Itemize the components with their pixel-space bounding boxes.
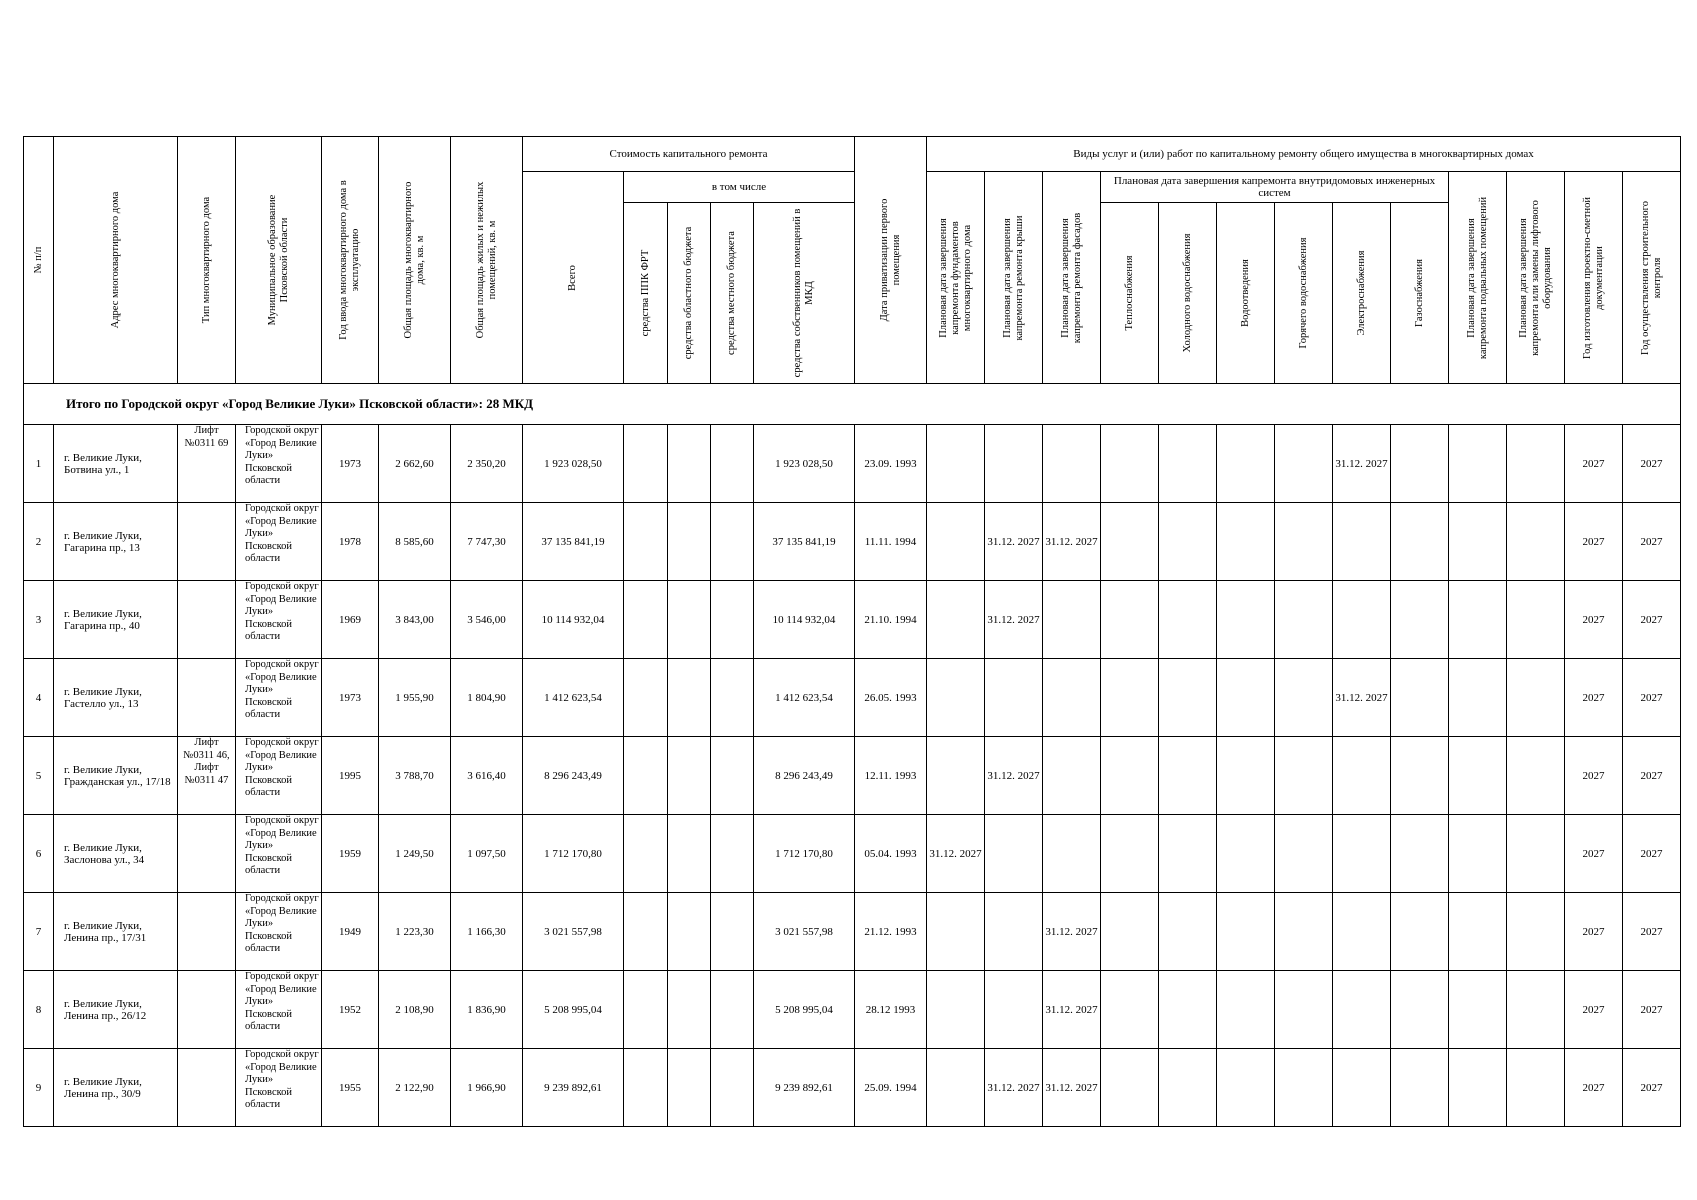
row-year-built: 1995	[322, 737, 379, 815]
row-num: 4	[24, 659, 54, 737]
row-elevator-date	[1507, 737, 1565, 815]
row-owners: 5 208 995,04	[754, 971, 855, 1049]
row-address: г. Великие Луки, Ботвина ул., 1	[54, 425, 178, 503]
row-premises-area: 1 804,90	[451, 659, 523, 737]
row-frt	[624, 815, 668, 893]
row-basement-date	[1449, 1049, 1507, 1127]
row-electric-date	[1333, 503, 1391, 581]
row-local	[711, 815, 754, 893]
table-row	[24, 581, 1681, 659]
row-local	[711, 503, 754, 581]
row-hot-water-date	[1275, 503, 1333, 581]
row-control-year: 2027	[1623, 815, 1681, 893]
row-facade-date	[1043, 815, 1101, 893]
row-facade-date	[1043, 659, 1101, 737]
header-electric: Электроснабжения	[1333, 203, 1391, 384]
row-heat-date	[1101, 425, 1159, 503]
header-municipality: Муниципальное образование Псковской области	[236, 137, 322, 384]
row-building-type: Лифт №0311 46, Лифт №0311 47	[178, 737, 236, 815]
row-roof-date: 31.12. 2027	[985, 1049, 1043, 1127]
row-control-year: 2027	[1623, 737, 1681, 815]
row-frt	[624, 581, 668, 659]
row-privatization-date: 12.11. 1993	[855, 737, 927, 815]
header-basement: Плановая дата завершения капремонта подвальных помещений	[1449, 172, 1507, 384]
row-building-type	[178, 893, 236, 971]
header-premises-area: Общая площадь жилых и нежилых помещений, кв. м	[451, 137, 523, 384]
row-electric-date	[1333, 815, 1391, 893]
row-cost-total: 3 021 557,98	[523, 893, 624, 971]
row-regional	[668, 659, 711, 737]
row-frt	[624, 971, 668, 1049]
row-facade-date: 31.12. 2027	[1043, 503, 1101, 581]
row-cold-water-date	[1159, 971, 1217, 1049]
row-drainage-date	[1217, 503, 1275, 581]
row-elevator-date	[1507, 1049, 1565, 1127]
row-elevator-date	[1507, 425, 1565, 503]
row-heat-date	[1101, 815, 1159, 893]
header-type: Тип многоквартирного дома	[178, 137, 236, 384]
row-municipality: Городской округ «Город Великие Луки» Псковской области	[236, 737, 322, 815]
row-heat-date	[1101, 659, 1159, 737]
row-design-year: 2027	[1565, 971, 1623, 1049]
row-heat-date	[1101, 971, 1159, 1049]
row-foundation-date	[927, 893, 985, 971]
row-year-built: 1973	[322, 425, 379, 503]
row-privatization-date: 25.09. 1994	[855, 1049, 927, 1127]
table-row	[24, 815, 1681, 893]
row-building-type	[178, 503, 236, 581]
row-num: 2	[24, 503, 54, 581]
header-year-built: Год ввода многоквартирного дома в эксплуатацию	[322, 137, 379, 384]
row-cold-water-date	[1159, 503, 1217, 581]
row-roof-date: 31.12. 2027	[985, 581, 1043, 659]
row-elevator-date	[1507, 503, 1565, 581]
row-roof-date	[985, 971, 1043, 1049]
row-facade-date: 31.12. 2027	[1043, 1049, 1101, 1127]
row-premises-area: 1 097,50	[451, 815, 523, 893]
capital-repair-table-page	[23, 136, 1673, 1127]
row-regional	[668, 425, 711, 503]
row-local	[711, 659, 754, 737]
row-gas-date	[1391, 425, 1449, 503]
row-cost-total: 10 114 932,04	[523, 581, 624, 659]
row-hot-water-date	[1275, 737, 1333, 815]
row-drainage-date	[1217, 815, 1275, 893]
row-facade-date	[1043, 581, 1101, 659]
row-electric-date: 31.12. 2027	[1333, 425, 1391, 503]
row-foundation-date	[927, 737, 985, 815]
row-total-area: 8 585,60	[379, 503, 451, 581]
row-municipality: Городской округ «Город Великие Луки» Псковской области	[236, 1049, 322, 1127]
row-control-year: 2027	[1623, 503, 1681, 581]
header-systems-group: Плановая дата завершения капремонта внутридомовых инженерных систем	[1101, 172, 1449, 203]
row-premises-area: 2 350,20	[451, 425, 523, 503]
row-regional	[668, 893, 711, 971]
row-basement-date	[1449, 971, 1507, 1049]
row-total-area: 3 843,00	[379, 581, 451, 659]
header-cold-water: Холодного водоснабжения	[1159, 203, 1217, 384]
row-control-year: 2027	[1623, 659, 1681, 737]
row-frt	[624, 503, 668, 581]
row-control-year: 2027	[1623, 1049, 1681, 1127]
row-frt	[624, 1049, 668, 1127]
row-gas-date	[1391, 659, 1449, 737]
row-owners: 1 712 170,80	[754, 815, 855, 893]
row-cold-water-date	[1159, 893, 1217, 971]
row-electric-date	[1333, 581, 1391, 659]
row-owners: 3 021 557,98	[754, 893, 855, 971]
row-cold-water-date	[1159, 1049, 1217, 1127]
row-local	[711, 425, 754, 503]
row-heat-date	[1101, 1049, 1159, 1127]
row-control-year: 2027	[1623, 893, 1681, 971]
header-frt: средства ППК ФРТ	[624, 203, 668, 384]
row-municipality: Городской округ «Город Великие Луки» Псковской области	[236, 503, 322, 581]
header-facade: Плановая дата завершения капремонта ремонта фасадов	[1043, 172, 1101, 384]
header-num: № п/п	[24, 137, 54, 384]
row-elevator-date	[1507, 815, 1565, 893]
header-cost-total: Всего	[523, 172, 624, 384]
table-row	[24, 425, 1681, 503]
row-heat-date	[1101, 737, 1159, 815]
row-year-built: 1952	[322, 971, 379, 1049]
header-address: Адрес многоквартирного дома	[54, 137, 178, 384]
row-privatization-date: 23.09. 1993	[855, 425, 927, 503]
row-gas-date	[1391, 815, 1449, 893]
row-heat-date	[1101, 581, 1159, 659]
row-building-type	[178, 659, 236, 737]
row-premises-area: 7 747,30	[451, 503, 523, 581]
row-facade-date: 31.12. 2027	[1043, 971, 1101, 1049]
row-drainage-date	[1217, 737, 1275, 815]
row-basement-date	[1449, 425, 1507, 503]
row-local	[711, 893, 754, 971]
row-year-built: 1969	[322, 581, 379, 659]
row-basement-date	[1449, 581, 1507, 659]
row-num: 8	[24, 971, 54, 1049]
row-facade-date	[1043, 425, 1101, 503]
row-heat-date	[1101, 893, 1159, 971]
row-control-year: 2027	[1623, 971, 1681, 1049]
row-hot-water-date	[1275, 1049, 1333, 1127]
row-num: 9	[24, 1049, 54, 1127]
header-design-docs: Год изготовления проектно-сметной документации	[1565, 172, 1623, 384]
header-privatization: Дата приватизации первого помещения	[855, 137, 927, 384]
row-gas-date	[1391, 581, 1449, 659]
row-privatization-date: 21.12. 1993	[855, 893, 927, 971]
row-hot-water-date	[1275, 971, 1333, 1049]
row-control-year: 2027	[1623, 581, 1681, 659]
row-foundation-date	[927, 425, 985, 503]
row-elevator-date	[1507, 659, 1565, 737]
row-owners: 1 412 623,54	[754, 659, 855, 737]
row-address: г. Великие Луки, Заслонова ул., 34	[54, 815, 178, 893]
row-num: 1	[24, 425, 54, 503]
row-frt	[624, 737, 668, 815]
row-design-year: 2027	[1565, 815, 1623, 893]
row-cost-total: 37 135 841,19	[523, 503, 624, 581]
row-year-built: 1978	[322, 503, 379, 581]
header-foundation: Плановая дата завершения капремонта фундаментов многоквартирного дома	[927, 172, 985, 384]
row-premises-area: 1 966,90	[451, 1049, 523, 1127]
row-total-area: 2 108,90	[379, 971, 451, 1049]
row-basement-date	[1449, 737, 1507, 815]
row-privatization-date: 05.04. 1993	[855, 815, 927, 893]
row-owners: 1 923 028,50	[754, 425, 855, 503]
row-owners: 37 135 841,19	[754, 503, 855, 581]
row-elevator-date	[1507, 893, 1565, 971]
section-title: Итого по Городской округ «Город Великие Луки» Псковской области»: 28 МКД	[24, 384, 1681, 425]
row-address: г. Великие Луки, Гастелло ул., 13	[54, 659, 178, 737]
row-electric-date	[1333, 971, 1391, 1049]
row-frt	[624, 893, 668, 971]
row-foundation-date	[927, 659, 985, 737]
header-heat: Теплоснабжения	[1101, 203, 1159, 384]
row-cost-total: 1 923 028,50	[523, 425, 624, 503]
header-cost-group: Стоимость капитального ремонта	[523, 137, 855, 172]
row-design-year: 2027	[1565, 1049, 1623, 1127]
row-hot-water-date	[1275, 893, 1333, 971]
row-year-built: 1955	[322, 1049, 379, 1127]
row-hot-water-date	[1275, 659, 1333, 737]
row-year-built: 1949	[322, 893, 379, 971]
row-hot-water-date	[1275, 815, 1333, 893]
header-roof: Плановая дата завершения капремонта ремонта крыши	[985, 172, 1043, 384]
row-design-year: 2027	[1565, 425, 1623, 503]
row-num: 6	[24, 815, 54, 893]
row-building-type	[178, 971, 236, 1049]
row-local	[711, 581, 754, 659]
row-owners: 8 296 243,49	[754, 737, 855, 815]
row-local	[711, 1049, 754, 1127]
row-privatization-date: 11.11. 1994	[855, 503, 927, 581]
row-foundation-date: 31.12. 2027	[927, 815, 985, 893]
header-drainage: Водоотведения	[1217, 203, 1275, 384]
row-roof-date	[985, 425, 1043, 503]
row-cold-water-date	[1159, 659, 1217, 737]
row-cost-total: 5 208 995,04	[523, 971, 624, 1049]
row-cold-water-date	[1159, 815, 1217, 893]
row-facade-date	[1043, 737, 1101, 815]
row-municipality: Городской округ «Город Великие Луки» Псковской области	[236, 659, 322, 737]
header-local: средства местного бюджета	[711, 203, 754, 384]
row-roof-date	[985, 893, 1043, 971]
row-foundation-date	[927, 581, 985, 659]
row-address: г. Великие Луки, Ленина пр., 30/9	[54, 1049, 178, 1127]
row-cost-total: 1 712 170,80	[523, 815, 624, 893]
row-building-type: Лифт №0311 69	[178, 425, 236, 503]
row-building-type	[178, 815, 236, 893]
row-total-area: 1 955,90	[379, 659, 451, 737]
row-basement-date	[1449, 815, 1507, 893]
row-cost-total: 1 412 623,54	[523, 659, 624, 737]
table-row	[24, 971, 1681, 1049]
capital-repair-table	[23, 136, 1681, 1127]
row-electric-date	[1333, 893, 1391, 971]
header-total-area: Общая площадь многоквартирного дома, кв. м	[379, 137, 451, 384]
row-design-year: 2027	[1565, 581, 1623, 659]
row-roof-date	[985, 659, 1043, 737]
row-building-type	[178, 1049, 236, 1127]
row-electric-date	[1333, 1049, 1391, 1127]
row-drainage-date	[1217, 425, 1275, 503]
row-owners: 9 239 892,61	[754, 1049, 855, 1127]
row-num: 5	[24, 737, 54, 815]
row-total-area: 3 788,70	[379, 737, 451, 815]
row-gas-date	[1391, 971, 1449, 1049]
table-row	[24, 893, 1681, 971]
row-building-type	[178, 581, 236, 659]
row-drainage-date	[1217, 581, 1275, 659]
row-facade-date: 31.12. 2027	[1043, 893, 1101, 971]
row-local	[711, 971, 754, 1049]
row-premises-area: 3 546,00	[451, 581, 523, 659]
header-elevator: Плановая дата завершения капремонта или замены лифтового оборудования	[1507, 172, 1565, 384]
row-gas-date	[1391, 893, 1449, 971]
row-frt	[624, 659, 668, 737]
row-regional	[668, 503, 711, 581]
row-premises-area: 1 836,90	[451, 971, 523, 1049]
row-municipality: Городской округ «Город Великие Луки» Псковской области	[236, 971, 322, 1049]
row-municipality: Городской округ «Город Великие Луки» Псковской области	[236, 425, 322, 503]
row-municipality: Городской округ «Город Великие Луки» Псковской области	[236, 581, 322, 659]
header-including: в том числе	[624, 172, 855, 203]
row-municipality: Городской округ «Город Великие Луки» Псковской области	[236, 893, 322, 971]
row-drainage-date	[1217, 1049, 1275, 1127]
row-privatization-date: 26.05. 1993	[855, 659, 927, 737]
row-year-built: 1959	[322, 815, 379, 893]
row-drainage-date	[1217, 971, 1275, 1049]
row-elevator-date	[1507, 971, 1565, 1049]
row-electric-date	[1333, 737, 1391, 815]
row-regional	[668, 581, 711, 659]
row-address: г. Великие Луки, Ленина пр., 17/31	[54, 893, 178, 971]
row-cost-total: 9 239 892,61	[523, 1049, 624, 1127]
row-basement-date	[1449, 893, 1507, 971]
header-hot-water: Горячего водоснабжения	[1275, 203, 1333, 384]
row-premises-area: 1 166,30	[451, 893, 523, 971]
row-electric-date: 31.12. 2027	[1333, 659, 1391, 737]
row-cost-total: 8 296 243,49	[523, 737, 624, 815]
row-gas-date	[1391, 503, 1449, 581]
row-control-year: 2027	[1623, 425, 1681, 503]
row-basement-date	[1449, 503, 1507, 581]
row-regional	[668, 737, 711, 815]
row-roof-date: 31.12. 2027	[985, 737, 1043, 815]
row-regional	[668, 971, 711, 1049]
row-frt	[624, 425, 668, 503]
table-row	[24, 503, 1681, 581]
row-privatization-date: 21.10. 1994	[855, 581, 927, 659]
row-foundation-date	[927, 1049, 985, 1127]
row-num: 3	[24, 581, 54, 659]
row-municipality: Городской округ «Город Великие Луки» Псковской области	[236, 815, 322, 893]
row-owners: 10 114 932,04	[754, 581, 855, 659]
row-local	[711, 737, 754, 815]
row-total-area: 2 122,90	[379, 1049, 451, 1127]
row-address: г. Великие Луки, Гражданская ул., 17/18	[54, 737, 178, 815]
row-cold-water-date	[1159, 737, 1217, 815]
row-drainage-date	[1217, 659, 1275, 737]
row-premises-area: 3 616,40	[451, 737, 523, 815]
header-works-group: Виды услуг и (или) работ по капитальному ремонту общего имущества в многоквартирных домах	[927, 137, 1681, 172]
row-gas-date	[1391, 737, 1449, 815]
row-heat-date	[1101, 503, 1159, 581]
row-cold-water-date	[1159, 581, 1217, 659]
row-cold-water-date	[1159, 425, 1217, 503]
row-design-year: 2027	[1565, 737, 1623, 815]
row-elevator-date	[1507, 581, 1565, 659]
row-num: 7	[24, 893, 54, 971]
header-construction-control: Год осуществления строительного контроля	[1623, 172, 1681, 384]
row-foundation-date	[927, 503, 985, 581]
row-regional	[668, 1049, 711, 1127]
row-basement-date	[1449, 659, 1507, 737]
header-gas: Газоснабжения	[1391, 203, 1449, 384]
row-design-year: 2027	[1565, 659, 1623, 737]
row-hot-water-date	[1275, 581, 1333, 659]
row-hot-water-date	[1275, 425, 1333, 503]
table-row	[24, 737, 1681, 815]
row-privatization-date: 28.12 1993	[855, 971, 927, 1049]
header-regional: средства областного бюджета	[668, 203, 711, 384]
table-row	[24, 659, 1681, 737]
row-gas-date	[1391, 1049, 1449, 1127]
row-drainage-date	[1217, 893, 1275, 971]
header-owners: средства собственников помещений в МКД	[754, 203, 855, 384]
row-design-year: 2027	[1565, 503, 1623, 581]
row-roof-date	[985, 815, 1043, 893]
row-total-area: 1 223,30	[379, 893, 451, 971]
row-total-area: 2 662,60	[379, 425, 451, 503]
row-address: г. Великие Луки, Гагарина пр., 13	[54, 503, 178, 581]
row-address: г. Великие Луки, Ленина пр., 26/12	[54, 971, 178, 1049]
row-year-built: 1973	[322, 659, 379, 737]
row-design-year: 2027	[1565, 893, 1623, 971]
row-foundation-date	[927, 971, 985, 1049]
row-address: г. Великие Луки, Гагарина пр., 40	[54, 581, 178, 659]
row-total-area: 1 249,50	[379, 815, 451, 893]
row-roof-date: 31.12. 2027	[985, 503, 1043, 581]
row-regional	[668, 815, 711, 893]
table-row	[24, 1049, 1681, 1127]
